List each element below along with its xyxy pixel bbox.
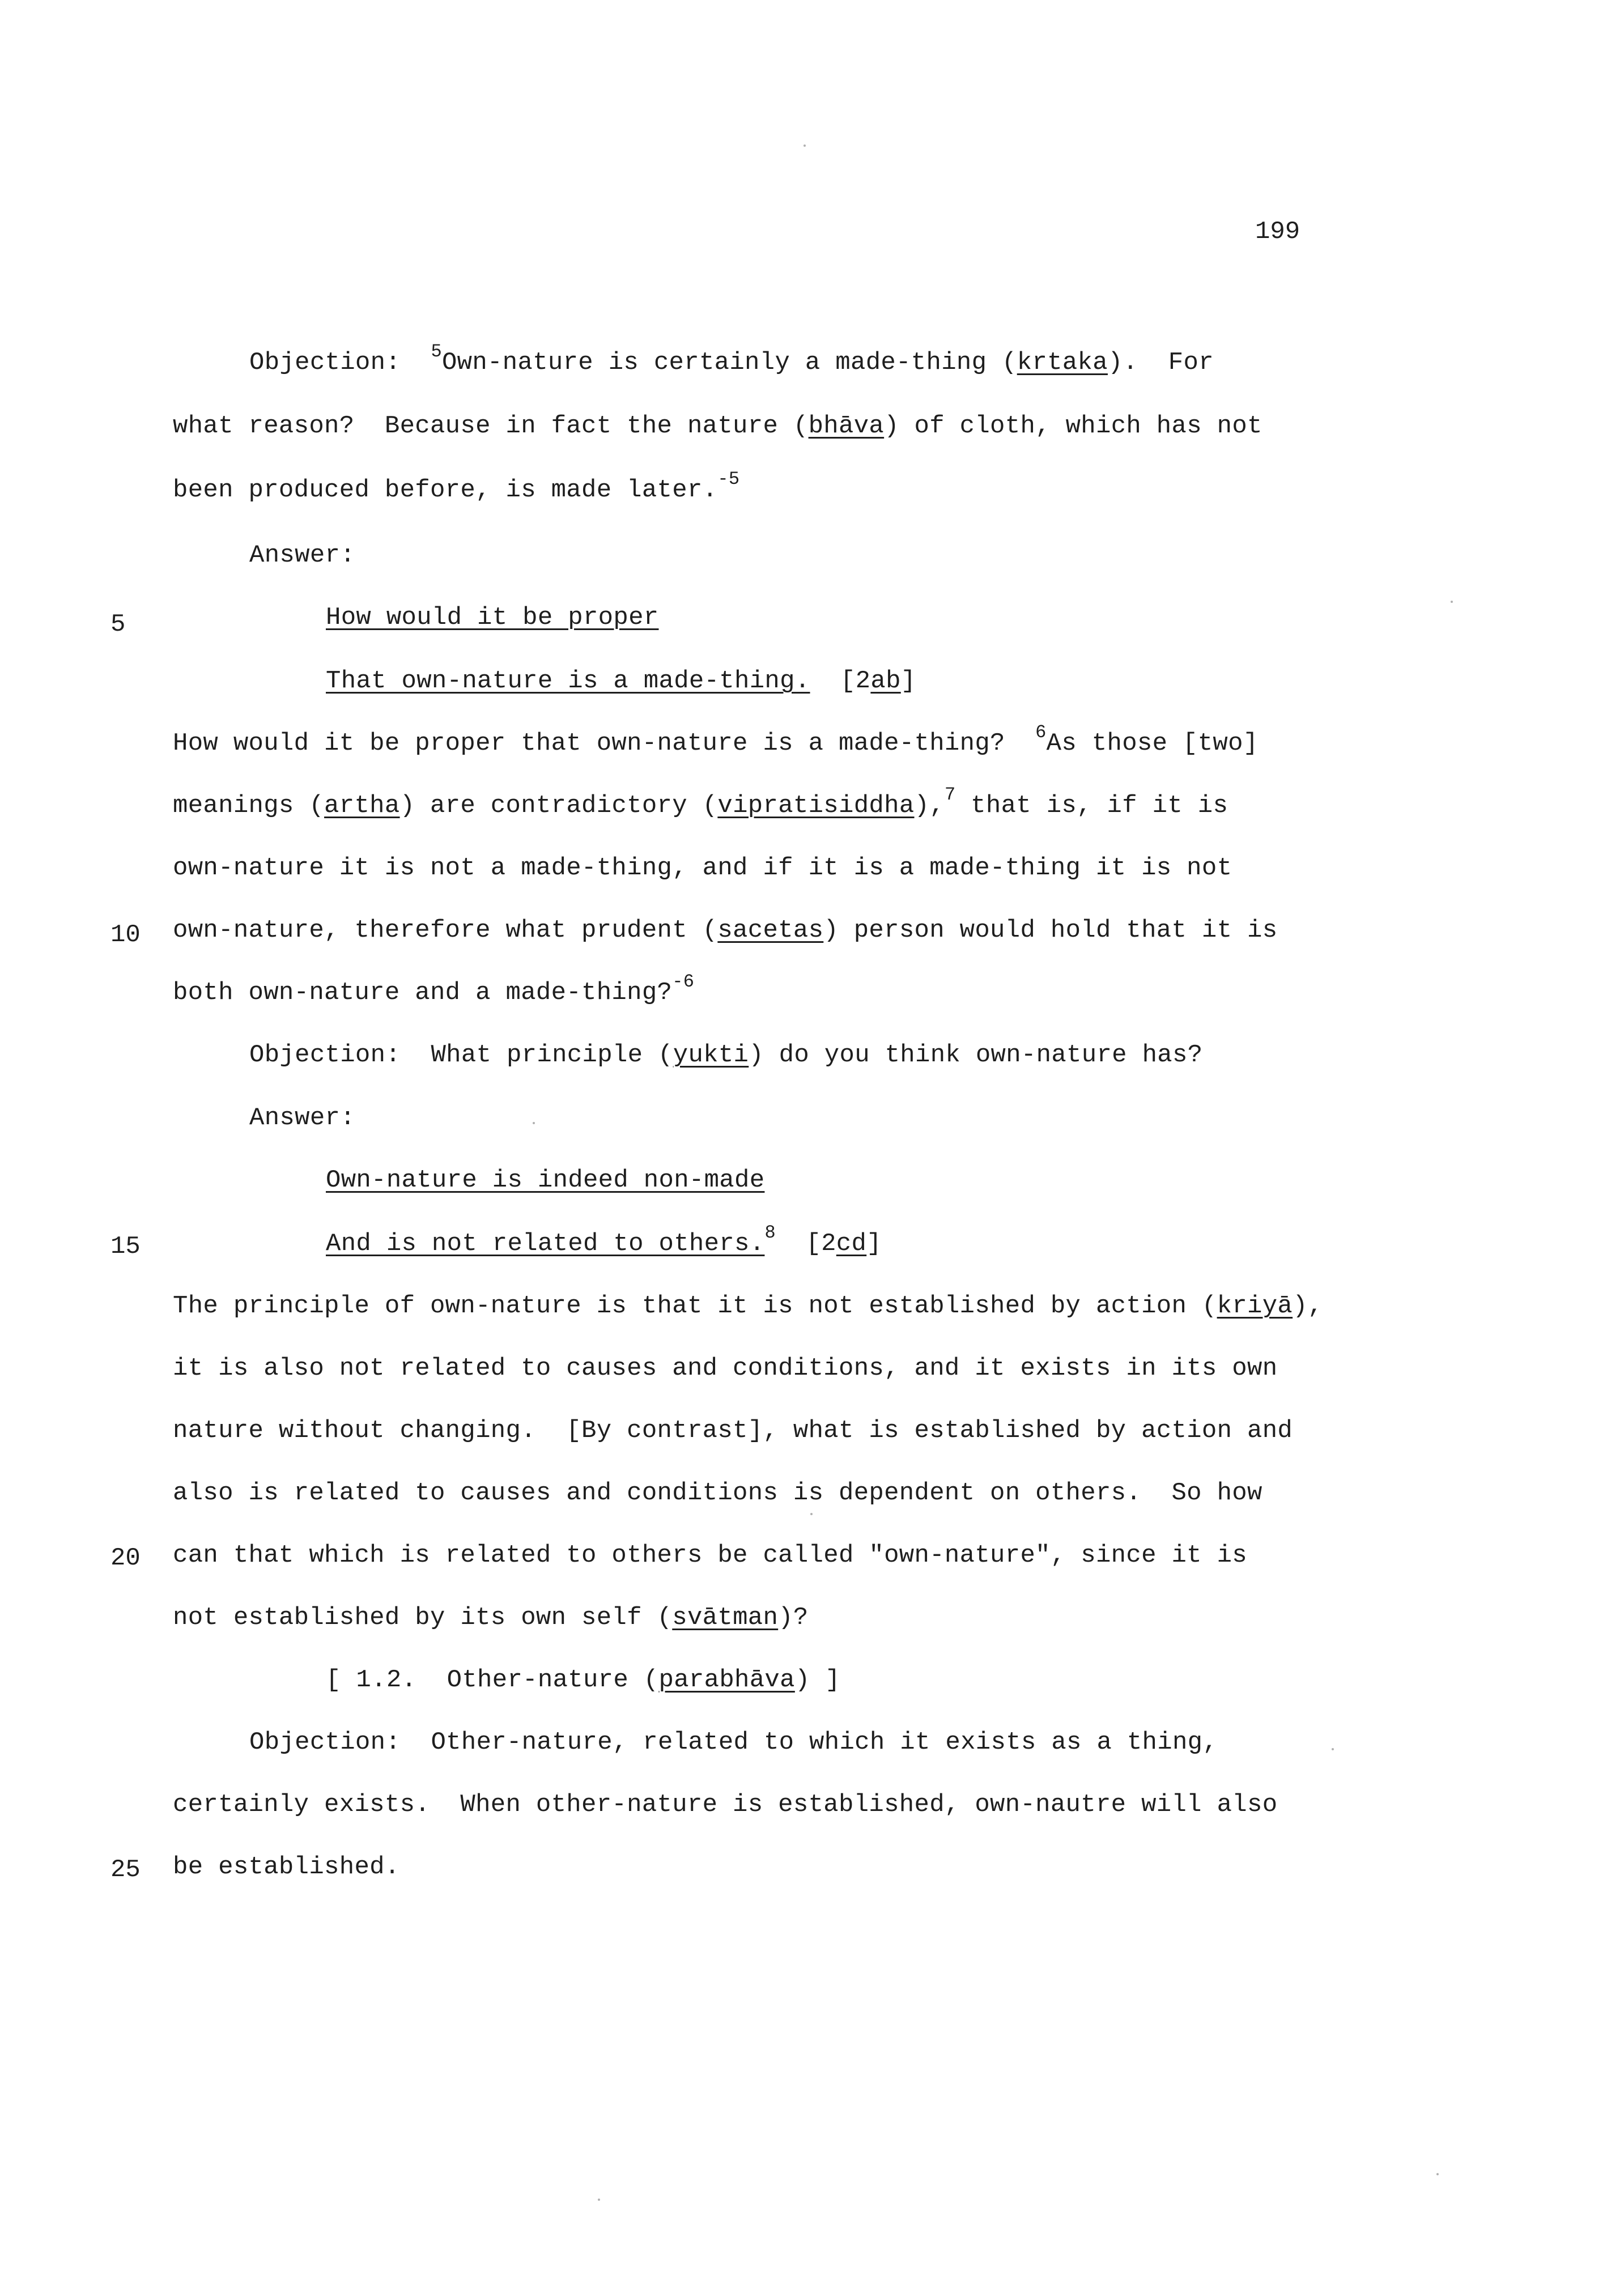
page-number: 199 bbox=[1255, 218, 1300, 246]
scan-speck bbox=[1451, 601, 1453, 603]
text-line: Answer: bbox=[249, 541, 355, 569]
text-line: also is related to causes and conditions is dependent on others. So how bbox=[173, 1479, 1262, 1507]
footnote-marker: -5 bbox=[717, 469, 740, 490]
text-line: both own-nature and a made-thing?$^{-6}$ bbox=[173, 971, 695, 1007]
text-line: be established. bbox=[173, 1853, 400, 1881]
text-line: it is also not related to causes and conditions, and it exists in its own bbox=[173, 1354, 1278, 1383]
line-number-15: 15 bbox=[110, 1232, 141, 1261]
verse-ref: cd bbox=[836, 1230, 867, 1258]
footnote-marker: 8 bbox=[764, 1222, 776, 1243]
scan-speck bbox=[1332, 1748, 1334, 1750]
text-line: certainly exists. When other-nature is established, own-nautre will also bbox=[173, 1791, 1278, 1819]
text-line: Objection: Other-nature, related to which it exists as a thing, bbox=[249, 1728, 1218, 1757]
scan-speck bbox=[533, 1122, 535, 1124]
text-line: Answer: bbox=[249, 1104, 355, 1132]
text-line: not established by its own self (svātman)? bbox=[173, 1604, 809, 1632]
footnote-marker: -6 bbox=[672, 971, 695, 992]
footnote-marker: 5 bbox=[431, 341, 442, 362]
scan-speck bbox=[804, 144, 806, 147]
scan-speck bbox=[598, 2199, 600, 2201]
text-line: How would it be proper that own-nature is a made-thing? $^6$As those [two] bbox=[173, 722, 1259, 758]
scan-speck bbox=[1436, 2173, 1439, 2175]
verse-line: And is not related to others.$^8$ [2cd] bbox=[326, 1222, 882, 1258]
footnote-marker: 7 bbox=[944, 784, 956, 805]
line-number-5: 5 bbox=[110, 610, 126, 639]
sanskrit-term: sacetas bbox=[717, 916, 824, 945]
sanskrit-term: kriyā bbox=[1217, 1292, 1293, 1320]
sanskrit-term: artha bbox=[324, 792, 400, 820]
sanskrit-term: parabhāva bbox=[658, 1666, 795, 1694]
text-line: been produced before, is made later.$^{-5}$ bbox=[173, 469, 740, 504]
sanskrit-term: krtaka bbox=[1017, 348, 1108, 377]
text-line: nature without changing. [By contrast], what is established by action and bbox=[173, 1417, 1293, 1445]
verse-ref: ab bbox=[870, 667, 901, 695]
sanskrit-term: vipratisiddha bbox=[717, 792, 915, 820]
line-number-20: 20 bbox=[110, 1544, 141, 1572]
text-line: The principle of own-nature is that it is not established by action (kriyā), bbox=[173, 1292, 1323, 1320]
sanskrit-term: svātman bbox=[672, 1604, 779, 1632]
text-line: what reason? Because in fact the nature (bhāva) of cloth, which has not bbox=[173, 412, 1262, 440]
verse-line: How would it be proper bbox=[326, 603, 659, 632]
line-number-25: 25 bbox=[110, 1856, 141, 1884]
text-line: own-nature it is not a made-thing, and if it is a made-thing it is not bbox=[173, 854, 1232, 882]
scan-speck bbox=[810, 1513, 813, 1515]
verse-line: Own-nature is indeed non-made bbox=[326, 1166, 765, 1194]
text-line: Objection: What principle (yukti) do you think own-nature has? bbox=[249, 1041, 1203, 1069]
text-line: meanings (artha) are contradictory (vipratisiddha),$^7$ that is, if it is bbox=[173, 784, 1228, 820]
text-line: Objection: $^5$Own-nature is certainly a made-thing (krtaka). For bbox=[249, 341, 1214, 377]
sanskrit-term: yukti bbox=[673, 1041, 749, 1069]
text-line: can that which is related to others be called "own-nature", since it is bbox=[173, 1541, 1248, 1570]
text-line: own-nature, therefore what prudent (sacetas) person would hold that it is bbox=[173, 916, 1278, 945]
verse-line: That own-nature is a made-thing. [2ab] bbox=[326, 667, 916, 695]
line-number-10: 10 bbox=[110, 921, 141, 949]
section-heading: [ 1.2. Other-nature (parabhāva) ] bbox=[326, 1666, 840, 1694]
sanskrit-term: bhāva bbox=[808, 412, 885, 440]
footnote-marker: 6 bbox=[1035, 722, 1047, 743]
